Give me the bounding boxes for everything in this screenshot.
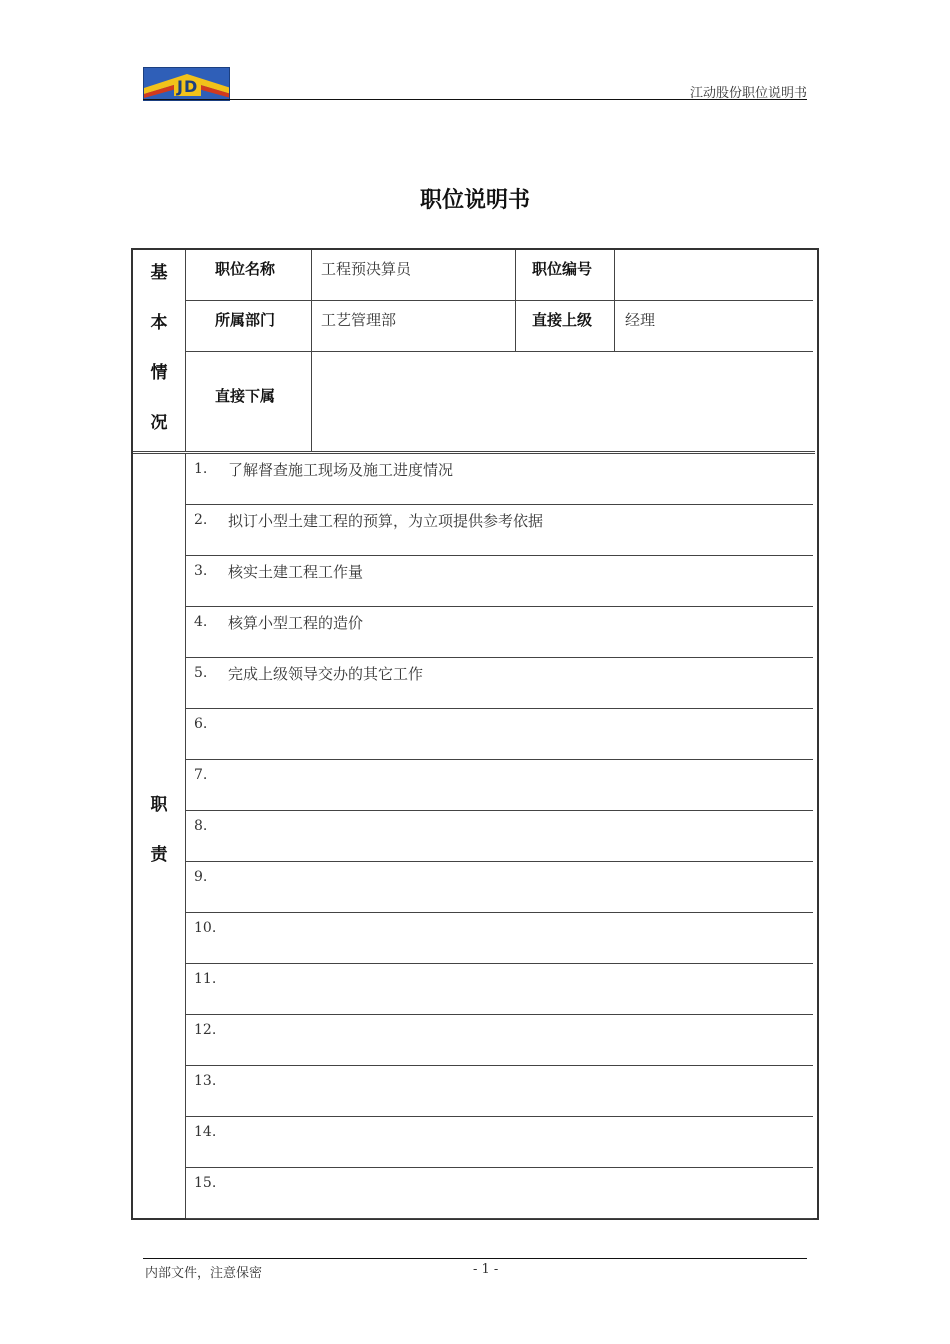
page-number: - 1 -	[473, 1262, 499, 1277]
duty-number: 13.	[194, 1073, 217, 1089]
duty-number: 15.	[194, 1175, 217, 1191]
duty-row	[186, 760, 813, 811]
duty-row	[186, 556, 813, 607]
duty-number: 1.	[194, 461, 208, 477]
position-code-value	[615, 250, 813, 301]
duty-row	[186, 607, 813, 658]
position-name-label: 职位名称	[186, 250, 312, 301]
department-label: 所属部门	[186, 301, 312, 352]
basic-info-char: 本	[150, 313, 168, 333]
department-value: 工艺管理部	[312, 301, 516, 352]
duty-row	[186, 1015, 813, 1066]
duty-number: 9.	[194, 869, 208, 885]
duties-section-label	[133, 454, 186, 1218]
duty-row	[186, 913, 813, 964]
header-title: 江动股份职位说明书	[689, 86, 807, 101]
footer-confidential: 内部文件，注意保密	[145, 1266, 263, 1281]
duty-text: 核算小型工程的造价	[228, 614, 364, 632]
duty-number: 3.	[194, 563, 208, 579]
duty-row	[186, 454, 813, 505]
company-logo	[143, 67, 230, 101]
duty-row	[186, 1066, 813, 1117]
basic-info-char: 况	[150, 413, 168, 433]
superior-label: 直接上级	[516, 301, 615, 352]
duty-number: 6.	[194, 716, 208, 732]
duties-char: 责	[150, 845, 168, 865]
duty-text: 了解督查施工现场及施工进度情况	[228, 461, 454, 479]
duty-row	[186, 658, 813, 709]
duty-number: 8.	[194, 818, 208, 834]
position-code-label: 职位编号	[516, 250, 615, 301]
position-name-value: 工程预决算员	[312, 250, 516, 301]
duty-number: 14.	[194, 1124, 217, 1140]
duty-row	[186, 964, 813, 1015]
duty-text: 核实土建工程工作量	[228, 563, 364, 581]
superior-value: 经理	[615, 301, 813, 352]
duty-row	[186, 862, 813, 913]
duty-row	[186, 1168, 813, 1219]
duty-number: 11.	[194, 971, 217, 987]
basic-info-char: 基	[150, 263, 168, 283]
duty-number: 2.	[194, 512, 208, 528]
subordinate-label: 直接下属	[186, 352, 312, 451]
duty-row	[186, 505, 813, 556]
duty-row	[186, 709, 813, 760]
duty-text: 完成上级领导交办的其它工作	[228, 665, 424, 683]
basic-info-section-label	[133, 250, 186, 451]
basic-info-char: 情	[150, 363, 168, 383]
duty-row	[186, 1117, 813, 1168]
logo-text: JD	[177, 77, 199, 96]
document-title: 职位说明书	[419, 188, 530, 213]
duty-number: 12.	[194, 1022, 217, 1038]
duties-char: 职	[150, 795, 168, 815]
duty-number: 4.	[194, 614, 208, 630]
duty-number: 7.	[194, 767, 208, 783]
duty-number: 10.	[194, 920, 217, 936]
duty-row	[186, 811, 813, 862]
duty-text: 拟订小型土建工程的预算，为立项提供参考依据	[228, 512, 544, 530]
subordinate-value	[312, 352, 813, 451]
duty-number: 5.	[194, 665, 208, 681]
footer-divider	[143, 1258, 807, 1259]
